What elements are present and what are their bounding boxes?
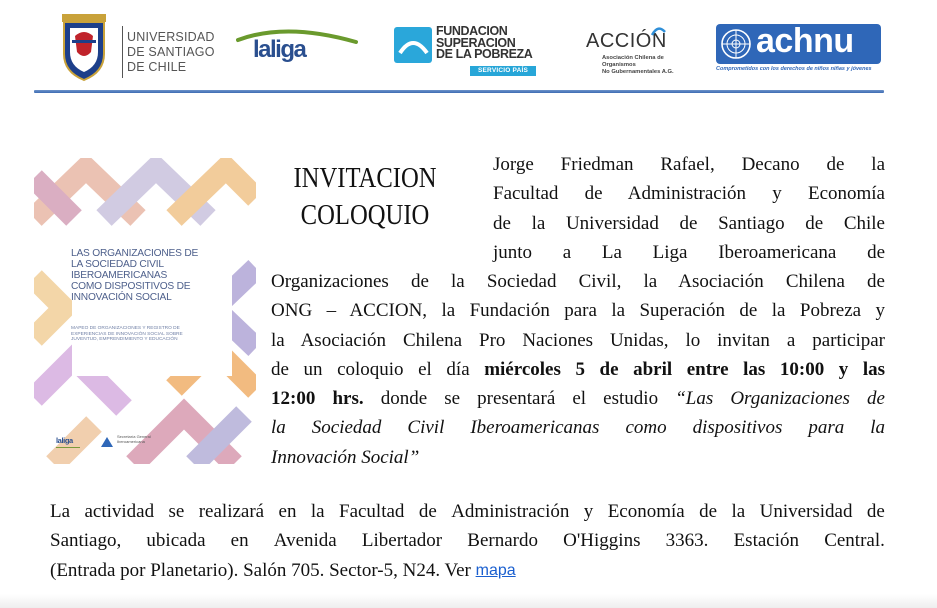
logo-header <box>0 0 937 92</box>
study-title-part3: Innovación Social” <box>271 446 420 468</box>
invitation-title <box>283 160 447 234</box>
location-line-3 <box>50 556 885 585</box>
location-paragraph <box>50 497 885 585</box>
word: La <box>50 501 71 522</box>
accion-subtitle-line1: Asociación Chilena de Organismos <box>602 55 664 68</box>
word: Estación <box>733 530 800 552</box>
accion-logo <box>584 30 692 78</box>
location-room-text: (Entrada por Planetario). Salón 705. Sector-5, N24. Ver <box>50 559 476 581</box>
book-cover-image <box>34 158 256 464</box>
word: Economía <box>607 501 685 522</box>
paragraph-line: de la Universidad de Santiago de Chile <box>493 212 885 234</box>
accion-wordmark: ACCIÓN <box>586 30 667 52</box>
word: de <box>699 501 718 522</box>
word: Administración <box>451 501 570 522</box>
header-rule <box>34 90 884 93</box>
paragraph-line: la Asociación Chilena Pro Naciones Unidas, lo invitan a participar <box>271 329 885 351</box>
word: la <box>310 501 325 522</box>
location-line-2 <box>50 526 885 555</box>
achnu-tagline: Comprometidos con los derechos de niños niñas y jóvenes <box>716 66 872 72</box>
usach-name-line3: DE CHILE <box>127 60 187 74</box>
paragraph-line <box>271 384 885 413</box>
location-line-1 <box>50 497 885 526</box>
study-title-part2: la Sociedad Civil Iberoamericanas como dispositivos para la <box>271 417 885 439</box>
word: Bernardo <box>467 530 538 552</box>
invitation-paragraph-bottom <box>271 267 885 472</box>
word: O'Higgins <box>563 530 641 552</box>
achnu-logo <box>716 24 886 78</box>
usach-name <box>127 30 215 75</box>
word: realizará <box>198 501 265 522</box>
word: y <box>583 501 594 522</box>
event-end-time: 12:00 hrs. <box>271 388 364 410</box>
cover-segib-icon <box>100 436 114 448</box>
cover-title: LAS ORGANIZACIONES DE LA SOCIEDAD CIVIL IBEROAMERICANAS COMO DISPOSITIVOS DE INNOVACIÓN SOCIAL <box>71 248 199 303</box>
fundacion-mark-icon <box>394 27 434 65</box>
fundacion-name-line1: FUNDACION <box>436 24 508 38</box>
usach-divider <box>122 26 123 78</box>
word: la <box>731 501 746 522</box>
paragraph-line: ONG – ACCION, la Fundación para la Superación de la Pobreza y <box>271 300 885 322</box>
fundacion-name-line3: DE LA POBREZA <box>436 47 533 61</box>
paragraph-line <box>271 355 885 384</box>
fundacion-name-line2: SUPERACION <box>436 35 516 50</box>
paragraph-line: Jorge Friedman Rafael, Decano de la <box>493 154 885 175</box>
word: Universidad <box>759 501 853 522</box>
word: Central. <box>824 530 885 552</box>
invitation-paragraph-top <box>493 150 885 267</box>
usach-crest-icon <box>58 12 110 82</box>
laliga-logo <box>236 26 358 68</box>
paragraph-line: junto a La Liga Iberoamericana de <box>493 241 885 263</box>
word: en <box>278 501 297 522</box>
word: Santiago, <box>50 530 122 552</box>
laliga-wordmark: laliga <box>253 36 306 63</box>
coloquio-intro-text: de un coloquio el día <box>271 358 485 380</box>
word: 3363. <box>665 530 709 552</box>
word: se <box>168 501 185 522</box>
un-globe-icon <box>719 27 753 61</box>
paragraph-line: Organizaciones de la Sociedad Civil, la Asociación Chilena de <box>271 271 885 292</box>
cover-subtitle: MAPEO DE ORGANIZACIONES Y REGISTRO DE EXPERIENCIAS DE INNOVACIÓN SOCIAL SOBRE JUVENTUD, EMPRENDIMIENTO Y EDUCACIÓN <box>71 326 183 343</box>
word: de <box>866 501 885 522</box>
fundacion-name <box>436 26 532 61</box>
achnu-wordmark: achnu <box>756 22 854 60</box>
paragraph-line <box>271 443 885 472</box>
word: ubicada <box>146 530 206 552</box>
word: Libertador <box>361 530 443 552</box>
usach-name-line2: DE SANTIAGO <box>127 45 215 59</box>
accion-subtitle-line2: No Gubernamentales A.G. <box>602 69 674 75</box>
paragraph-line <box>271 413 885 442</box>
accion-subtitle <box>602 55 692 76</box>
study-intro-text: donde se presentará el estudio <box>363 388 676 410</box>
usach-name-line1: UNIVERSIDAD <box>127 30 215 44</box>
word: actividad <box>84 501 155 522</box>
word: en <box>230 530 249 552</box>
word: Facultad <box>339 501 405 522</box>
usach-logo <box>58 12 218 84</box>
cover-laliga-underline <box>56 447 80 448</box>
paragraph-line: Facultad de Administración y Economía <box>493 183 885 205</box>
event-date-time: miércoles 5 de abril entre las 10:00 y las <box>484 358 885 380</box>
fundacion-logo <box>394 24 546 79</box>
word: Avenida <box>273 530 337 552</box>
map-link[interactable]: mapa <box>475 561 516 579</box>
bottom-edge <box>0 594 937 608</box>
invitation-title-line2: COLOQUIO <box>300 200 430 231</box>
invitation-title-line1: INVITACION <box>293 163 437 194</box>
servicio-pais-badge: SERVICIO PAÍS <box>470 66 536 76</box>
accion-accent-icon <box>650 26 666 36</box>
cover-laliga-logo: laliga <box>56 436 73 445</box>
cover-segib-text: Secretaría General Iberoamericana <box>117 434 151 444</box>
word: de <box>418 501 437 522</box>
study-title-part1: “Las Organizaciones de <box>675 388 885 410</box>
